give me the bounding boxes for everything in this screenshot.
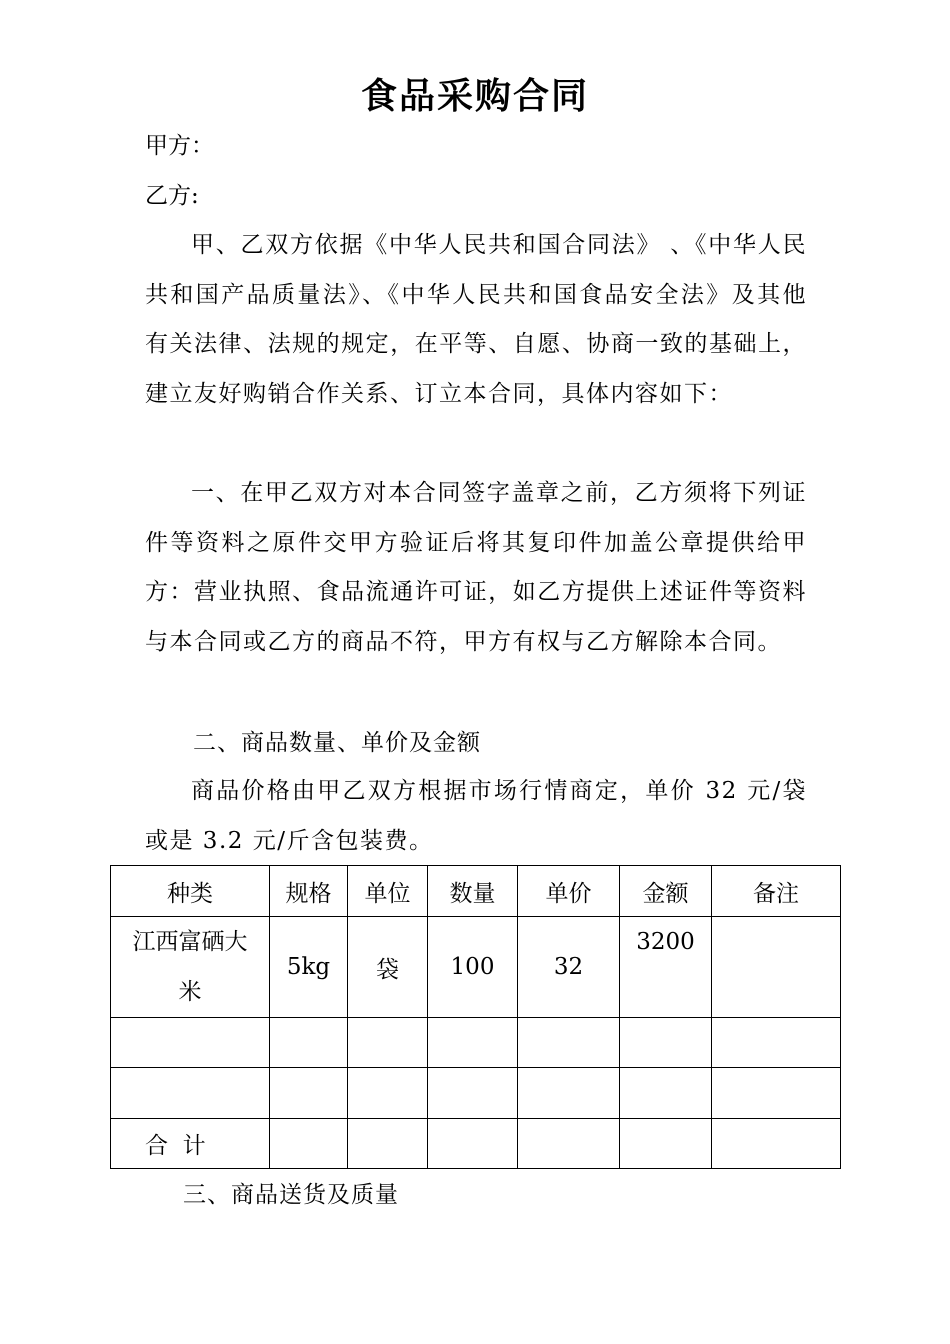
table-total-row [111,1119,841,1169]
table-cell [111,1068,270,1119]
table-cell [518,1119,620,1169]
intro-paragraph: 甲、乙双方依据《中华人民共和国合同法》 、《中华人民共和国产品质量法》、《中华人民共和国食品安全法》及其他有关法律、法规的规定，在平等、自愿、协商一致的基础上，建立友好购销合作关系、订立本合同，具体内容如下： [145,232,807,407]
header-cell: 数量 [428,866,518,917]
table-cell: 3200 [620,917,712,1018]
header-cell: 规格 [270,866,348,917]
table-cell: 100 [428,917,518,1018]
section-3-heading: 三、商品送货及质量 [183,1182,399,1208]
table-cell [111,1018,270,1068]
party-b-line: 乙方: [145,183,199,209]
goods-table [110,865,841,1169]
clause-1-paragraph: 一、在甲乙双方对本合同签字盖章之前，乙方须将下列证件等资料之原件交甲方验证后将其复印件加盖公章提供给甲方：营业执照、食品流通许可证，如乙方提供上述证件等资料与本合同或乙方的商品不符，甲方有权与乙方解除本合同。 [145,480,807,655]
table-cell [270,1068,348,1119]
price-paragraph: 商品价格由甲乙双方根据市场行情商定，单价 32 元/袋或是 3.2 元/斤含包装费。 [145,778,807,854]
table-cell [712,917,841,1018]
table-cell [348,1119,428,1169]
table-cell [428,1018,518,1068]
table-cell: 5kg [270,917,348,1018]
table-cell [620,1119,712,1169]
section-2-heading: 二、商品数量、单价及金额 [193,730,481,756]
header-cell: 单位 [348,866,428,917]
header-cell: 备注 [712,866,841,917]
table-row [111,1018,841,1068]
table-cell [620,1068,712,1119]
table-header-row [111,866,841,917]
table-cell [712,1018,841,1068]
header-cell: 单价 [518,866,620,917]
table-cell [348,1018,428,1068]
table-cell [428,1119,518,1169]
table-cell [712,1119,841,1169]
header-cell: 种类 [111,866,270,917]
table-cell [518,1068,620,1119]
table-cell [712,1068,841,1119]
table-row [111,917,841,1018]
table-cell [270,1119,348,1169]
table-cell: 袋 [348,917,428,1018]
table-cell [620,1018,712,1068]
table-cell [270,1018,348,1068]
document-title: 食品采购合同 [360,76,589,117]
table-cell [518,1018,620,1068]
party-a-line: 甲方： [145,133,214,159]
table-cell [428,1068,518,1119]
header-cell: 金额 [620,866,712,917]
table-cell: 32 [518,917,620,1018]
table-cell: 江西富硒大米 [111,917,270,1018]
total-label-cell: 合 计 [111,1119,270,1169]
table-row [111,1068,841,1119]
table-cell [348,1068,428,1119]
